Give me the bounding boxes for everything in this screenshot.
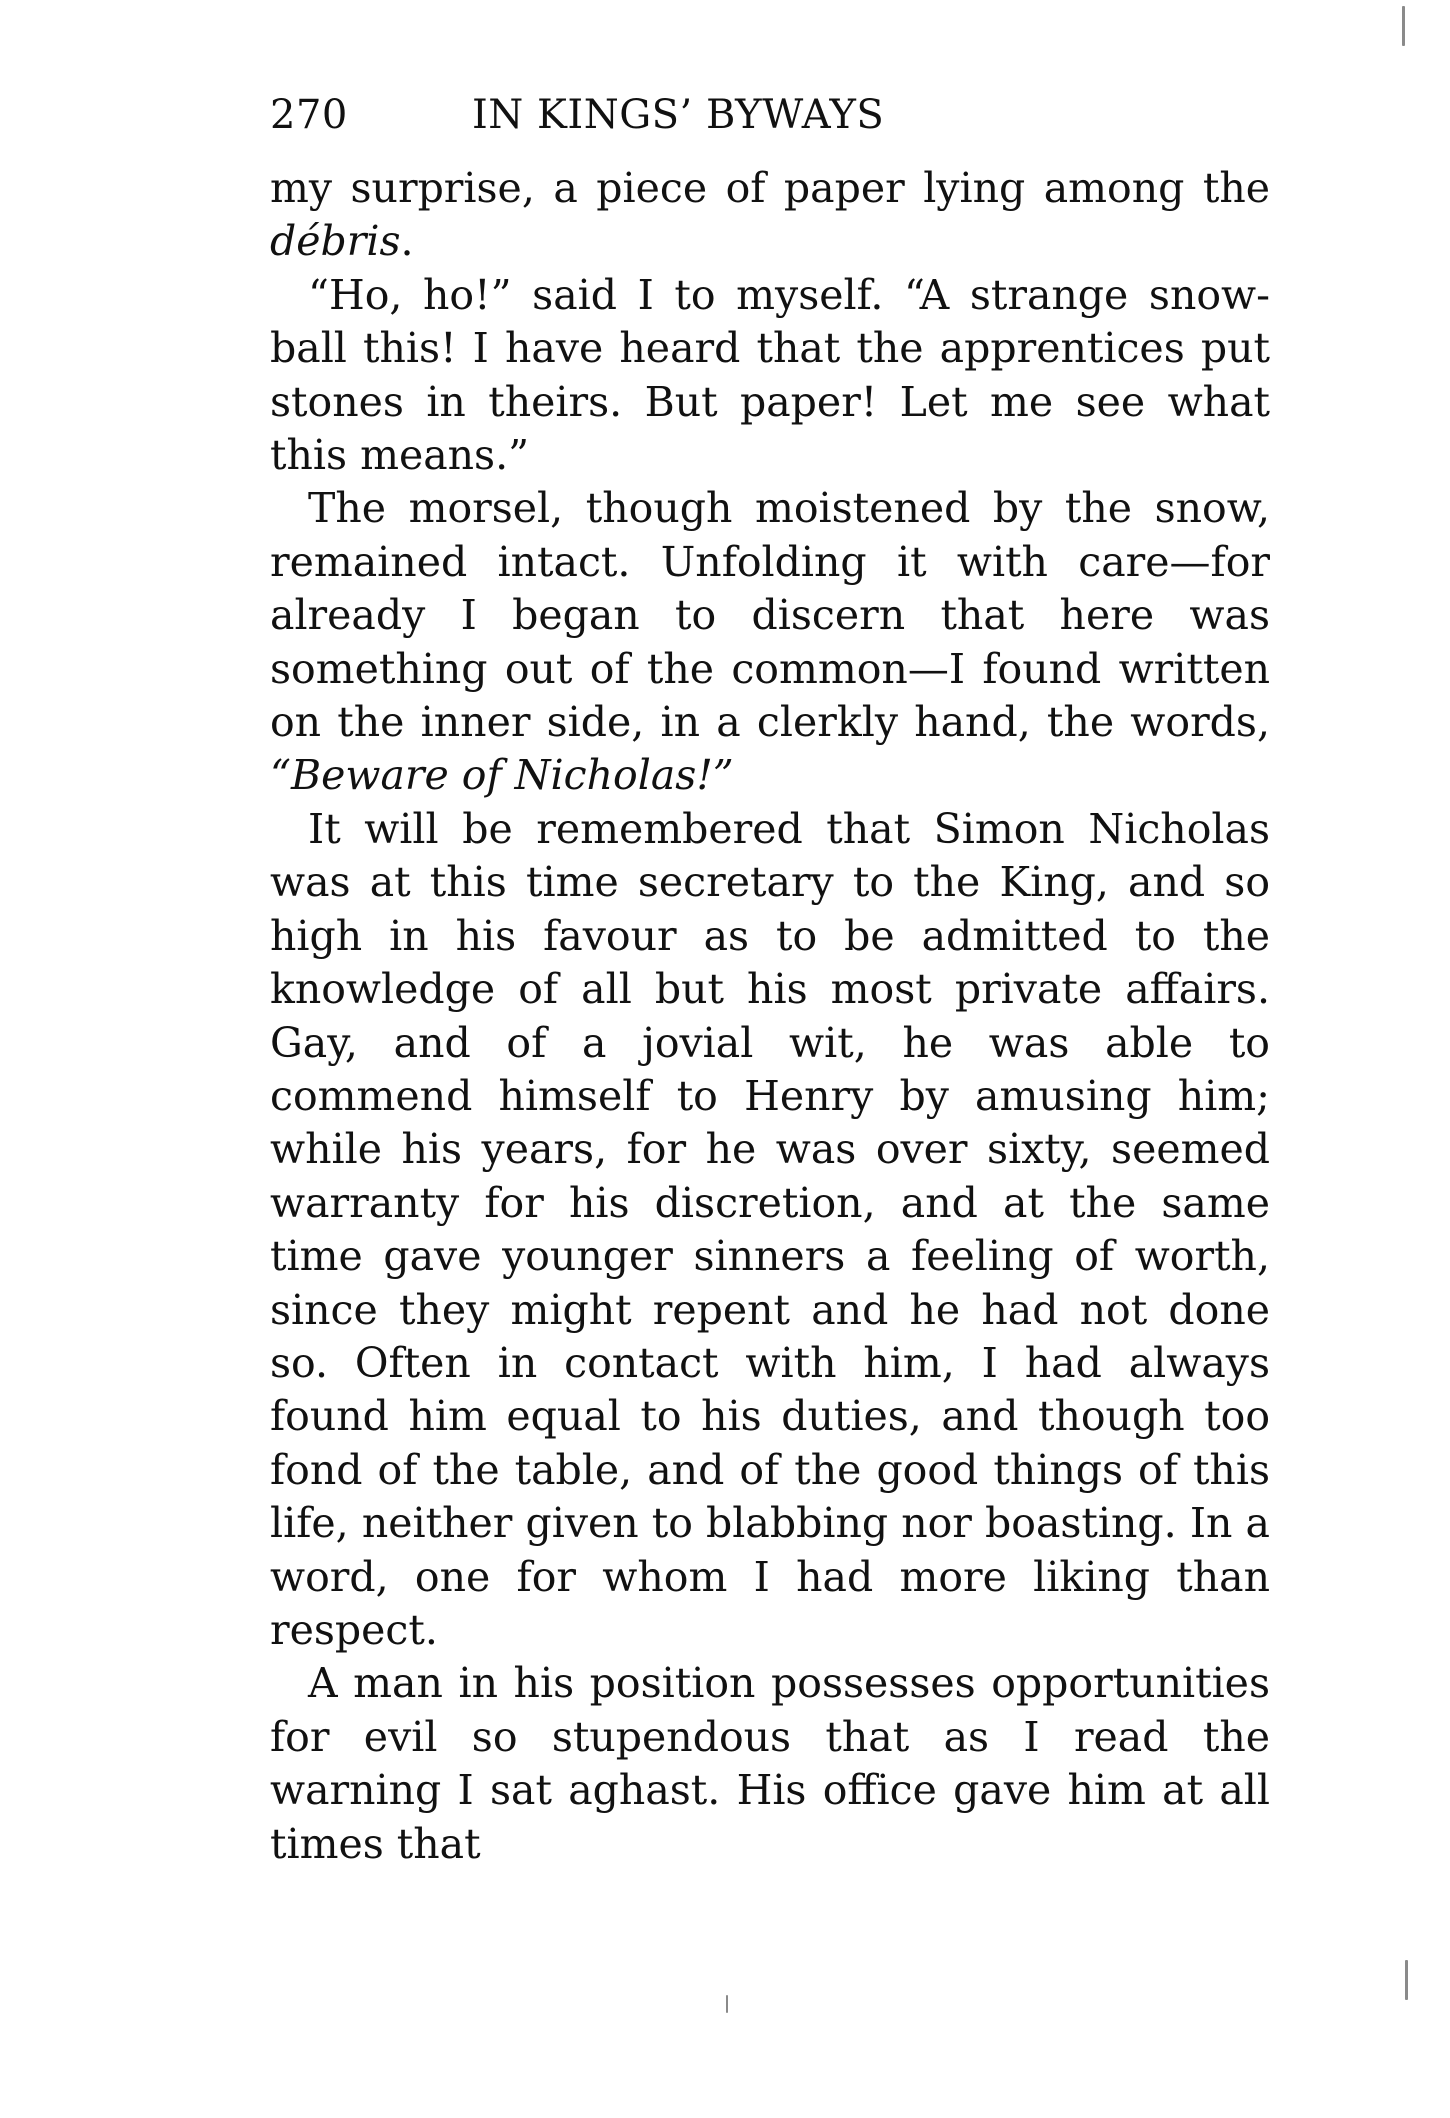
paragraph-1-italic: débris: [270, 217, 401, 266]
paragraph-2: “Ho, ho!” said I to myself. “A strange snow-ball this! I have heard that the apprentices put stones in theirs. But paper! Let me see what this means.”: [270, 270, 1270, 480]
running-head: [270, 92, 1270, 162]
paragraph-1-end: .: [400, 217, 414, 266]
paragraph-3-text: The morsel, though moistened by the snow, remained intact. Unfolding it with care—for already I began to discern that here was something out of the common—I found written on the inner side, in a clerkly hand, the words,: [270, 484, 1270, 747]
scan-speck: [1402, 6, 1405, 46]
body-text: [270, 162, 1270, 1871]
paragraph-1: [270, 162, 1270, 269]
scan-speck: [1405, 1960, 1408, 2000]
paragraph-4: It will be remembered that Simon Nicholas was at this time secretary to the King, and so high in his favour as to be admitted to the knowledge of all but his most private affairs. Gay, and of a jovial wit, he was able to commend himself to Henry by amusing him; while his years, for he was over sixty, seemed warranty for his discretion, and at the same time gave younger sinners a feeling of worth, since they might repent and he had not done so. Often in contact with him, I had always found him equal to his duties, and though too fond of the table, and of the good things of this life, neither given to blabbing nor boasting. In a word, one for whom I had more liking than respect.: [270, 804, 1270, 1654]
paragraph-3: [270, 482, 1270, 802]
paragraph-3-italic: “Beware of Nicholas!”: [270, 751, 734, 800]
scan-speck: [726, 1995, 728, 2013]
book-page: [270, 92, 1270, 1871]
running-title: IN KINGS’ BYWAYS: [472, 92, 885, 138]
paragraph-1-text: my surprise, a piece of paper lying among the: [270, 164, 1270, 212]
page-number: 270: [270, 92, 348, 138]
paragraph-5: A man in his position possesses opportunities for evil so stupendous that as I read the warning I sat aghast. His office gave him at all times that: [270, 1659, 1270, 1868]
